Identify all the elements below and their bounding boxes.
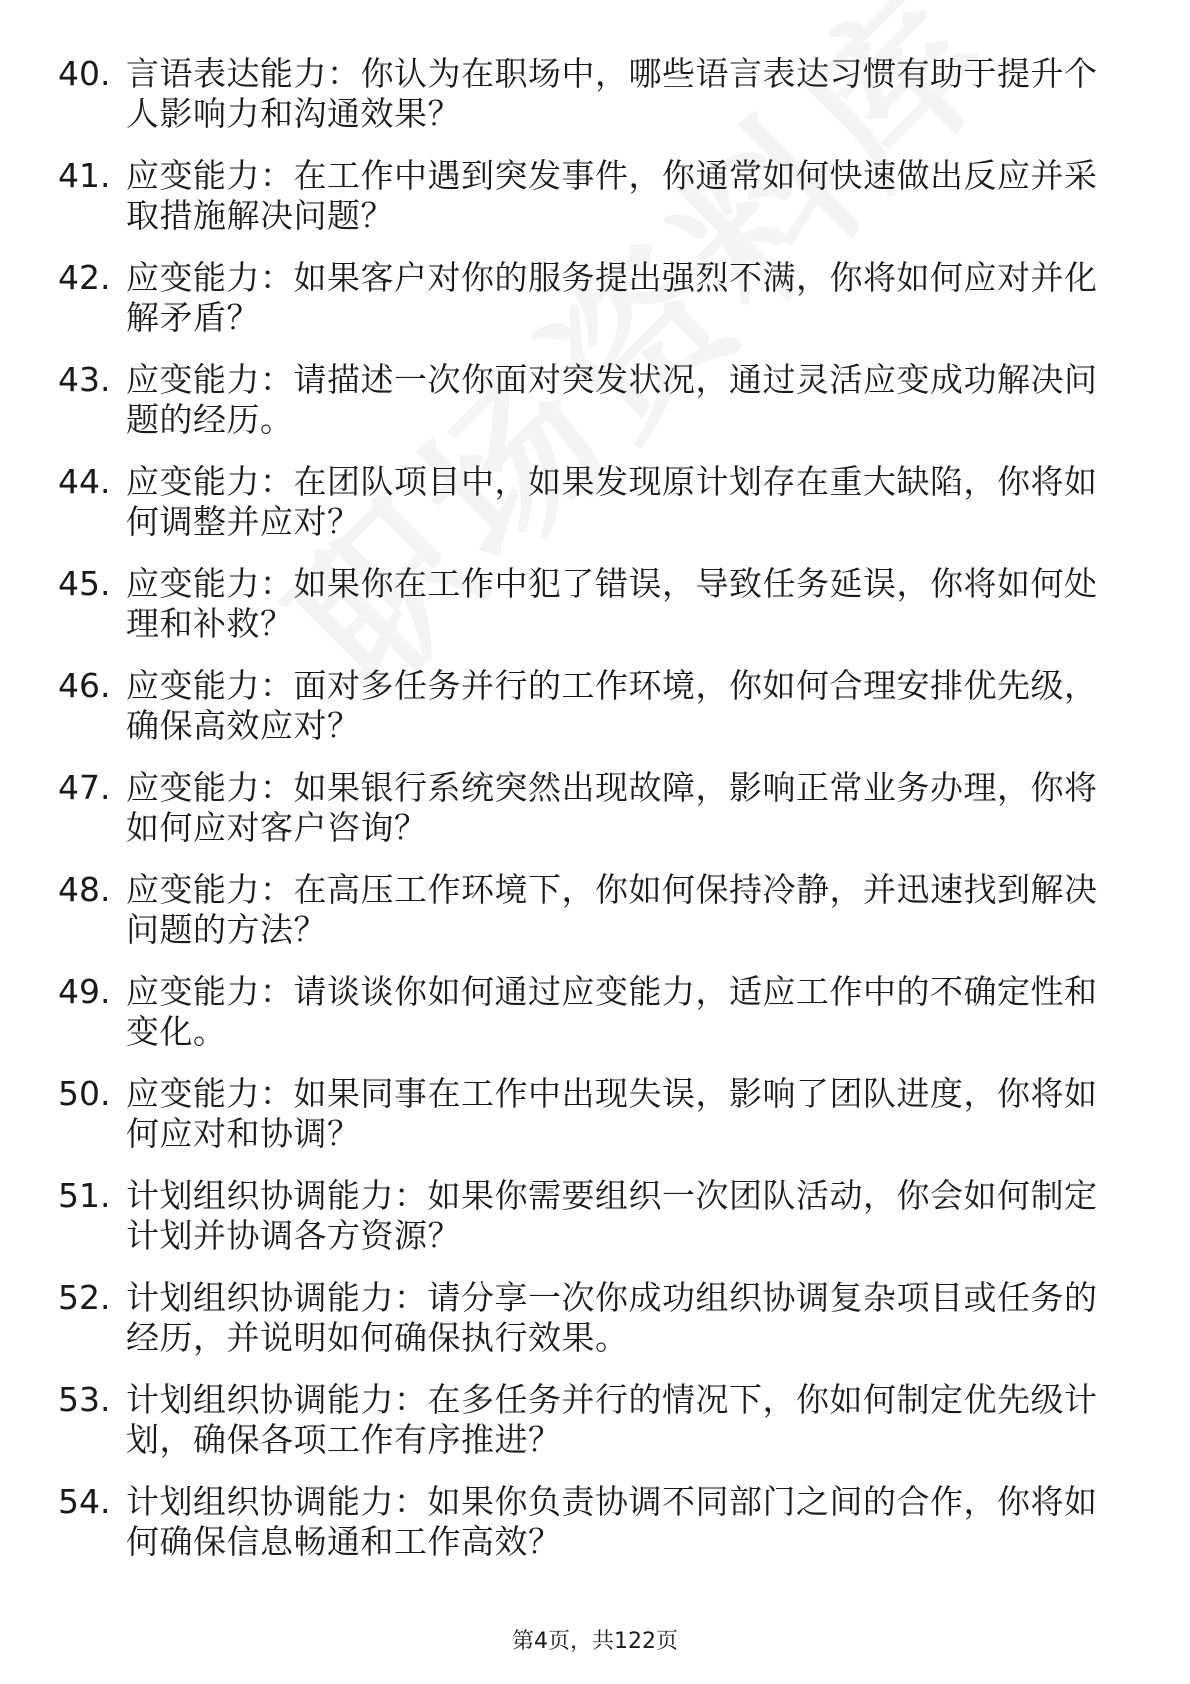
question-text: 应变能力：如果银行系统突然出现故障，影响正常业务办理，你将如何应对客户咨询？: [126, 768, 1098, 847]
question-number: 45.: [58, 564, 111, 603]
question-list: [0, 54, 1190, 1584]
question-number: 43.: [58, 360, 111, 399]
question-item: [0, 54, 1190, 156]
question-item: [0, 1482, 1190, 1584]
question-number: 48.: [58, 870, 111, 909]
question-text: 应变能力：在高压工作环境下，你如何保持冷静，并迅速找到解决问题的方法？: [126, 870, 1098, 949]
question-text: 应变能力：如果同事在工作中出现失误，影响了团队进度，你将如何应对和协调？: [126, 1074, 1098, 1153]
question-number: 42.: [58, 258, 111, 297]
question-text: 应变能力：请描述一次你面对突发状况，通过灵活应变成功解决问题的经历。: [126, 360, 1098, 439]
question-item: [0, 1176, 1190, 1278]
question-item: [0, 462, 1190, 564]
question-text: 应变能力：如果客户对你的服务提出强烈不满，你将如何应对并化解矛盾？: [126, 258, 1098, 337]
question-number: 52.: [58, 1278, 111, 1317]
question-number: 46.: [58, 666, 111, 705]
question-number: 53.: [58, 1380, 111, 1419]
page-footer: 第4页，共122页: [512, 1629, 678, 1654]
question-item: [0, 258, 1190, 360]
question-text: 计划组织协调能力：在多任务并行的情况下，你如何制定优先级计划，确保各项工作有序推进？: [126, 1380, 1098, 1459]
question-number: 50.: [58, 1074, 111, 1113]
question-item: [0, 1074, 1190, 1176]
question-item: [0, 156, 1190, 258]
question-text: 应变能力：在工作中遇到突发事件，你通常如何快速做出反应并采取措施解决问题？: [126, 156, 1098, 235]
question-item: [0, 1278, 1190, 1380]
question-item: [0, 666, 1190, 768]
question-number: 54.: [58, 1482, 111, 1521]
question-number: 44.: [58, 462, 111, 501]
question-number: 41.: [58, 156, 111, 195]
question-item: [0, 768, 1190, 870]
question-item: [0, 360, 1190, 462]
question-text: 应变能力：请谈谈你如何通过应变能力，适应工作中的不确定性和变化。: [126, 972, 1098, 1051]
question-text: 应变能力：在团队项目中，如果发现原计划存在重大缺陷，你将如何调整并应对？: [126, 462, 1098, 541]
question-number: 49.: [58, 972, 111, 1011]
question-text: 应变能力：面对多任务并行的工作环境，你如何合理安排优先级，确保高效应对？: [126, 666, 1098, 745]
question-item: [0, 564, 1190, 666]
question-item: [0, 870, 1190, 972]
question-item: [0, 1380, 1190, 1482]
question-item: [0, 972, 1190, 1074]
question-text: 计划组织协调能力：如果你需要组织一次团队活动，你会如何制定计划并协调各方资源？: [126, 1176, 1098, 1255]
question-text: 计划组织协调能力：如果你负责协调不同部门之间的合作，你将如何确保信息畅通和工作高效？: [126, 1482, 1098, 1561]
question-number: 47.: [58, 768, 111, 807]
question-text: 计划组织协调能力：请分享一次你成功组织协调复杂项目或任务的经历，并说明如何确保执行效果。: [126, 1278, 1098, 1357]
question-number: 51.: [58, 1176, 111, 1215]
question-text: 应变能力：如果你在工作中犯了错误，导致任务延误，你将如何处理和补救？: [126, 564, 1098, 643]
question-number: 40.: [58, 54, 111, 93]
question-text: 言语表达能力：你认为在职场中，哪些语言表达习惯有助于提升个人影响力和沟通效果？: [126, 54, 1098, 133]
